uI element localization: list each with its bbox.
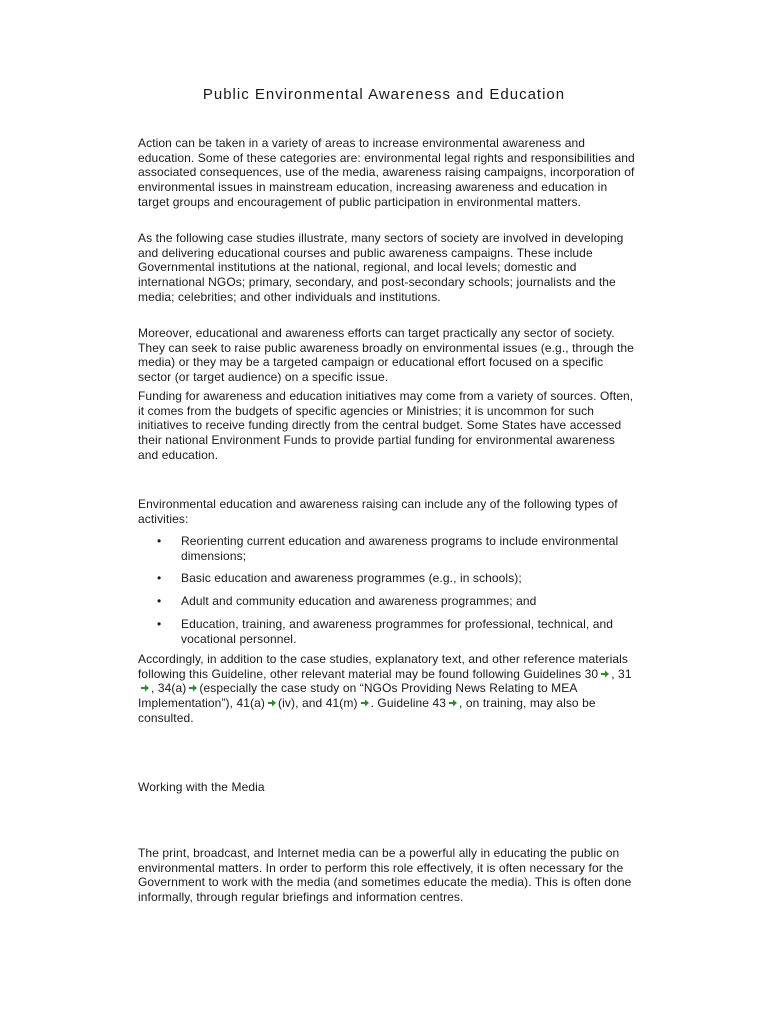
link-arrow-icon[interactable] [600,668,610,678]
paragraph-sectors-involved: As the following case studies illustrate, many sectors of society are involved in developing and delivering educational courses and public awareness campaigns. These include Governmental institutions at the national, regional, and local levels; domestic and international NGOs; primary, secondary, and post-secondary schools; journalists and the media; celebrities; and other individuals and institutions. [138,231,624,304]
link-arrow-icon[interactable] [140,682,150,692]
reference-text: (especially the case study on “NGOs Providing News Relating to MEA Implementation”), 41(a) [138,681,577,711]
reference-text: , on training, may also be consulted. [138,696,596,725]
link-arrow-icon[interactable] [188,682,198,692]
link-arrow-icon[interactable] [267,697,277,707]
list-item [138,534,638,563]
paragraph-activity-types: Environmental education and awareness raising can include any of the following types of activities: [138,497,618,526]
list-item [138,594,638,609]
list-item [138,571,638,586]
paragraph-media-ally: The print, broadcast, and Internet media can be a powerful ally in educating the public on environmental matters. In order to perform this role effectively, it is often necessary for the Government to work with the media (and sometimes educate the media). This is often done informally, through regular briefings and information centres. [138,846,632,905]
bullet-icon: • [157,594,162,609]
link-arrow-icon[interactable] [360,697,370,707]
paragraph-action-areas: Action can be taken in a variety of areas to increase environmental awareness and education. Some of these categories are: environmental legal rights and responsibilities and associated consequences, use of the media, awareness raising campaigns, incorporation of environmental issues in mainstream education, increasing awareness and education in target groups and encouragement of public participation in environmental matters. [138,136,635,209]
paragraph-funding: Funding for awareness and education initiatives may come from a variety of sources. Often, it comes from the budgets of specific agencies or Ministries; it is uncommon for such initiatives to receive funding directly from the central budget. Some States have accessed their national Environment Funds to provide partial funding for environmental awareness and education. [138,389,634,462]
link-arrow-icon[interactable] [448,697,458,707]
activities-list [138,534,638,646]
reference-text: . Guideline 43 [370,696,447,711]
reference-text: , 31 [611,666,632,681]
list-item-text: Adult and community education and awareness programmes; and [181,594,537,609]
document-title: Public Environmental Awareness and Education [202,86,566,103]
paragraph-guideline-references [138,652,638,726]
bullet-icon: • [157,534,162,548]
reference-text: (iv), and 41(m) [278,696,358,711]
paragraph-target-sectors: Moreover, educational and awareness efforts can target practically any sector of society. They can seek to raise public awareness broadly on environmental issues (e.g., through the media) or they may be a targeted campaign or educational effort focused on a specific sector (or target audience) on a specific issue. [138,326,634,385]
section-heading-media: Working with the Media [138,780,265,794]
list-item-text: Education, training, and awareness programmes for professional, technical, and vocational personnel. [181,616,614,646]
reference-text: Accordingly, in addition to the case studies, explanatory text, and other reference materials following this Guideline, other relevant material may be found following Guidelines 30 [138,652,629,681]
bullet-icon: • [157,571,162,586]
reference-text: , 34(a) [151,681,187,696]
list-item [138,617,638,646]
list-item-text: Reorienting current education and awareness programs to include environmental dimensions; [181,534,619,563]
list-item-text: Basic education and awareness programmes (e.g., in schools); [181,571,522,586]
bullet-icon: • [157,616,162,631]
